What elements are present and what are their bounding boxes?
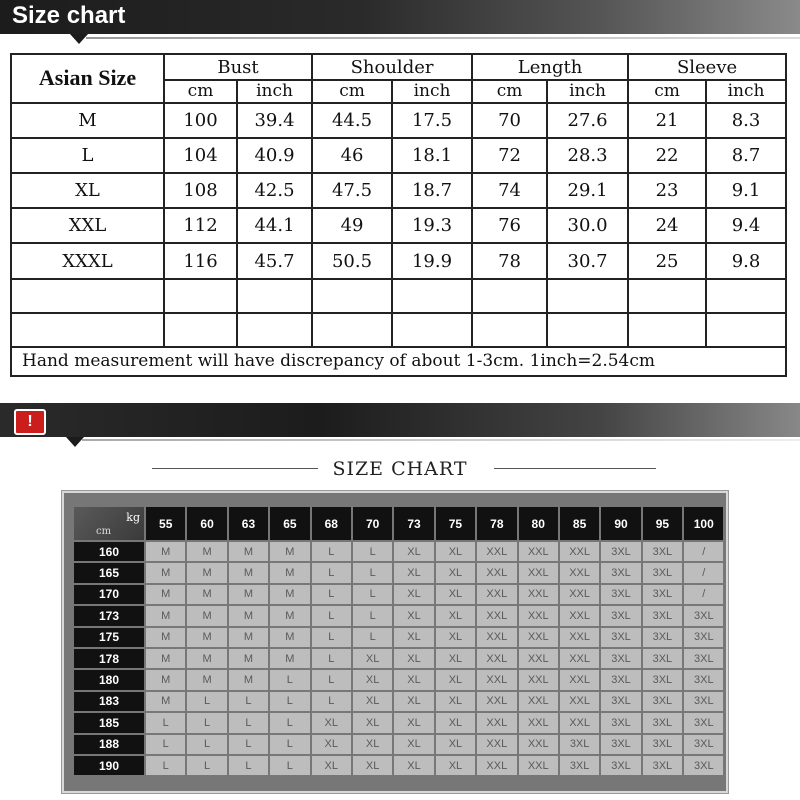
size-cell: L (187, 692, 226, 711)
size-cell: 3XL (643, 735, 682, 754)
measurement-cell: 29.1 (547, 173, 628, 207)
unit-header: cm (472, 80, 547, 102)
measurement-cell (237, 313, 312, 346)
measurement-cell: 19.9 (392, 243, 472, 278)
group-header-length: Length (472, 54, 628, 80)
size-cell: XXL (560, 628, 599, 647)
size-cell: 3XL (601, 649, 640, 668)
size-cell: L (353, 606, 392, 625)
measurement-cell: 18.1 (392, 138, 472, 173)
size-cell: XL (353, 670, 392, 689)
measurement-cell: 9.4 (706, 208, 786, 243)
height-label-cell: 190 (74, 756, 144, 775)
size-cell: L (229, 735, 268, 754)
height-row (74, 692, 723, 711)
size-cell: M (229, 542, 268, 561)
size-cell: 3XL (643, 563, 682, 582)
size-cell: / (684, 563, 723, 582)
size-cell: M (229, 649, 268, 668)
measurement-cell (472, 279, 547, 313)
weight-header: 70 (353, 507, 392, 540)
height-row (74, 670, 723, 689)
size-cell: XL (436, 585, 475, 604)
size-cell: XXL (477, 649, 516, 668)
size-cell: M (270, 563, 309, 582)
size-cell: XXL (477, 628, 516, 647)
size-cell: XXL (519, 649, 558, 668)
unit-header: inch (706, 80, 786, 102)
measurement-cell: 76 (472, 208, 547, 243)
measurement-cell: 44.1 (237, 208, 312, 243)
measurement-row (11, 279, 786, 313)
size-cell: L (187, 756, 226, 775)
height-label-cell: 170 (74, 585, 144, 604)
measurement-cell: 78 (472, 243, 547, 278)
size-cell: 3XL (684, 713, 723, 732)
measurement-cell: 30.0 (547, 208, 628, 243)
weight-header: 65 (270, 507, 309, 540)
size-cell: L (312, 670, 351, 689)
size-label-cell (11, 313, 164, 346)
measurement-cell: 9.8 (706, 243, 786, 278)
measurement-cell: 70 (472, 103, 547, 138)
size-cell: L (353, 563, 392, 582)
size-cell: L (312, 606, 351, 625)
size-cell: XL (436, 692, 475, 711)
size-cell: M (229, 585, 268, 604)
size-cell: XXL (519, 563, 558, 582)
height-label-cell: 183 (74, 692, 144, 711)
size-cell: M (270, 585, 309, 604)
measurement-cell (706, 313, 786, 346)
asian-size-header: Asian Size (11, 54, 164, 103)
measurement-cell: 9.1 (706, 173, 786, 207)
height-label-cell: 178 (74, 649, 144, 668)
size-cell: XXL (519, 713, 558, 732)
size-cell: 3XL (560, 735, 599, 754)
size-cell: L (229, 713, 268, 732)
size-cell: XXL (560, 692, 599, 711)
size-cell: M (146, 649, 185, 668)
size-cell: M (146, 585, 185, 604)
size-cell: XL (394, 606, 433, 625)
measurement-cell: 8.3 (706, 103, 786, 138)
size-cell: 3XL (601, 670, 640, 689)
size-cell: M (146, 670, 185, 689)
size-cell: L (146, 735, 185, 754)
size-chart-banner (0, 0, 800, 34)
size-cell: XL (436, 649, 475, 668)
measurement-cell: 25 (628, 243, 706, 278)
measurement-cell: 40.9 (237, 138, 312, 173)
size-cell: XL (394, 628, 433, 647)
measurement-cell (547, 313, 628, 346)
size-cell: XL (436, 563, 475, 582)
size-cell: M (187, 542, 226, 561)
measurement-cell: 24 (628, 208, 706, 243)
size-cell: 3XL (601, 735, 640, 754)
measurement-cell: 21 (628, 103, 706, 138)
size-cell: M (146, 628, 185, 647)
weight-header: 73 (394, 507, 433, 540)
banner-notch (70, 34, 88, 44)
size-cell: XL (394, 756, 433, 775)
size-cell: XXL (477, 585, 516, 604)
size-cell: L (146, 713, 185, 732)
measurement-cell: 18.7 (392, 173, 472, 207)
size-cell: 3XL (601, 713, 640, 732)
size-cell: / (684, 585, 723, 604)
size-cell: M (187, 670, 226, 689)
measurement-cell (312, 279, 392, 313)
size-cell: XXL (519, 628, 558, 647)
measurement-cell: 46 (312, 138, 392, 173)
size-cell: XXL (560, 585, 599, 604)
size-cell: XL (436, 606, 475, 625)
warning-icon: ! (14, 409, 46, 435)
measurement-cell: 30.7 (547, 243, 628, 278)
weight-header: 75 (436, 507, 475, 540)
size-cell: L (312, 628, 351, 647)
size-cell: XXL (519, 756, 558, 775)
size-cell: 3XL (643, 542, 682, 561)
size-cell: 3XL (643, 585, 682, 604)
measurement-cell: 8.7 (706, 138, 786, 173)
size-cell: M (146, 563, 185, 582)
size-cell: XXL (477, 735, 516, 754)
size-cell: M (146, 606, 185, 625)
measurement-cell (164, 313, 237, 346)
unit-header: cm (312, 80, 392, 102)
corner-header (74, 507, 144, 540)
size-cell: XXL (519, 606, 558, 625)
size-cell: XXL (519, 670, 558, 689)
weight-header: 100 (684, 507, 723, 540)
size-cell: 3XL (643, 606, 682, 625)
size-cell: L (312, 692, 351, 711)
measurement-cell: 100 (164, 103, 237, 138)
measurement-cell: 112 (164, 208, 237, 243)
size-cell: L (187, 713, 226, 732)
size-cell: M (270, 649, 309, 668)
size-cell: M (270, 606, 309, 625)
size-cell: L (229, 756, 268, 775)
size-cell: XXL (560, 670, 599, 689)
size-cell: M (187, 606, 226, 625)
height-axis-label: cm (96, 526, 112, 537)
size-cell: 3XL (601, 542, 640, 561)
weight-header: 85 (560, 507, 599, 540)
size-cell: XXL (560, 606, 599, 625)
height-row (74, 735, 723, 754)
height-label-cell: 188 (74, 735, 144, 754)
size-cell: XXL (560, 649, 599, 668)
measurement-cell: 19.3 (392, 208, 472, 243)
measurement-cell (628, 279, 706, 313)
size-cell: XL (394, 713, 433, 732)
height-row (74, 713, 723, 732)
measurement-cell: 17.5 (392, 103, 472, 138)
size-cell: L (353, 585, 392, 604)
weight-axis-label: kg (126, 511, 140, 524)
size-cell: XXL (477, 692, 516, 711)
banner-divider (82, 439, 800, 441)
size-cell: L (312, 649, 351, 668)
group-header-bust: Bust (164, 54, 312, 80)
size-cell: L (270, 670, 309, 689)
measurement-cell: 72 (472, 138, 547, 173)
unit-header: cm (164, 80, 237, 102)
size-cell: M (270, 628, 309, 647)
size-cell: 3XL (601, 585, 640, 604)
measurement-cell: 39.4 (237, 103, 312, 138)
size-cell: 3XL (643, 670, 682, 689)
size-cell: / (684, 542, 723, 561)
size-cell: 3XL (601, 628, 640, 647)
size-label-cell: XXL (11, 208, 164, 243)
size-cell: XXL (519, 692, 558, 711)
size-cell: XL (394, 585, 433, 604)
measurement-cell: 28.3 (547, 138, 628, 173)
size-cell: XL (436, 670, 475, 689)
height-weight-table (72, 505, 725, 777)
measurement-cell (392, 279, 472, 313)
measurement-row (11, 243, 786, 278)
size-cell: L (146, 756, 185, 775)
size-cell: 3XL (643, 756, 682, 775)
measurement-cell (628, 313, 706, 346)
height-label-cell: 173 (74, 606, 144, 625)
height-weight-chart (62, 491, 728, 793)
size-cell: 3XL (684, 692, 723, 711)
measurement-note: Hand measurement will have discrepancy of about 1-3cm. 1inch=2.54cm (11, 347, 786, 376)
size-cell: M (146, 692, 185, 711)
size-cell: XL (436, 756, 475, 775)
size-cell: M (146, 542, 185, 561)
size-cell: XL (394, 542, 433, 561)
size-cell: XL (394, 649, 433, 668)
size-cell: XXL (519, 585, 558, 604)
height-label-cell: 160 (74, 542, 144, 561)
height-row (74, 606, 723, 625)
group-header-shoulder: Shoulder (312, 54, 472, 80)
measurement-cell: 108 (164, 173, 237, 207)
size-cell: M (187, 563, 226, 582)
size-cell: M (270, 542, 309, 561)
measurement-cell: 74 (472, 173, 547, 207)
measurement-cell: 116 (164, 243, 237, 278)
size-cell: L (270, 756, 309, 775)
size-label-cell (11, 279, 164, 313)
unit-header: inch (392, 80, 472, 102)
size-cell: M (229, 563, 268, 582)
size-cell: XXL (560, 563, 599, 582)
size-cell: M (187, 649, 226, 668)
measurement-cell (312, 313, 392, 346)
size-cell: L (312, 563, 351, 582)
size-cell: XL (436, 628, 475, 647)
size-cell: XL (353, 713, 392, 732)
unit-header: inch (547, 80, 628, 102)
measurement-row (11, 103, 786, 138)
size-cell: XXL (560, 713, 599, 732)
measurement-cell: 50.5 (312, 243, 392, 278)
size-cell: XL (394, 670, 433, 689)
size-cell: L (353, 628, 392, 647)
banner-title: Size chart (12, 2, 126, 29)
size-cell: 3XL (684, 628, 723, 647)
size-cell: 3XL (601, 756, 640, 775)
size-cell: L (312, 542, 351, 561)
size-cell: 3XL (643, 713, 682, 732)
size-cell: 3XL (601, 692, 640, 711)
height-row (74, 756, 723, 775)
size-cell: XL (394, 692, 433, 711)
banner-divider (86, 37, 800, 39)
size-cell: XL (312, 756, 351, 775)
measurement-cell (392, 313, 472, 346)
size-cell: L (270, 713, 309, 732)
size-cell: XL (312, 713, 351, 732)
size-cell: L (312, 585, 351, 604)
size-label-cell: XXXL (11, 243, 164, 278)
size-cell: XXL (477, 756, 516, 775)
size-cell: 3XL (643, 628, 682, 647)
size-cell: XL (353, 735, 392, 754)
size-cell: XL (353, 692, 392, 711)
size-cell: 3XL (684, 735, 723, 754)
measurement-cell: 47.5 (312, 173, 392, 207)
size-cell: 3XL (684, 649, 723, 668)
size-cell: XXL (519, 542, 558, 561)
weight-header: 78 (477, 507, 516, 540)
height-row (74, 563, 723, 582)
size-cell: L (270, 692, 309, 711)
size-cell: XL (353, 649, 392, 668)
measurement-cell (547, 279, 628, 313)
size-cell: L (270, 735, 309, 754)
measurement-cell (164, 279, 237, 313)
measurement-cell: 42.5 (237, 173, 312, 207)
weight-header: 68 (312, 507, 351, 540)
size-cell: 3XL (643, 692, 682, 711)
size-cell: 3XL (684, 756, 723, 775)
size-cell: XL (436, 713, 475, 732)
heading-rule-right (494, 468, 656, 469)
size-cell: L (353, 542, 392, 561)
size-chart-heading: SIZE CHART (332, 458, 468, 480)
measurement-table (10, 53, 787, 377)
measurement-cell (472, 313, 547, 346)
size-cell: 3XL (601, 563, 640, 582)
height-row (74, 585, 723, 604)
size-cell: XXL (477, 713, 516, 732)
size-cell: 3XL (684, 670, 723, 689)
size-label-cell: XL (11, 173, 164, 207)
height-label-cell: 175 (74, 628, 144, 647)
measurement-row (11, 173, 786, 207)
size-cell: XL (436, 735, 475, 754)
size-cell: XL (353, 756, 392, 775)
measurement-cell: 23 (628, 173, 706, 207)
size-cell: M (187, 585, 226, 604)
size-cell: M (229, 628, 268, 647)
weight-header: 60 (187, 507, 226, 540)
measurement-cell: 49 (312, 208, 392, 243)
weight-header: 55 (146, 507, 185, 540)
weight-header: 95 (643, 507, 682, 540)
weight-header: 63 (229, 507, 268, 540)
measurement-cell (237, 279, 312, 313)
measurement-cell: 44.5 (312, 103, 392, 138)
size-cell: M (187, 628, 226, 647)
size-label-cell: L (11, 138, 164, 173)
size-cell: XXL (477, 563, 516, 582)
measurement-row (11, 208, 786, 243)
height-row (74, 628, 723, 647)
size-cell: XXL (477, 542, 516, 561)
measurement-cell: 45.7 (237, 243, 312, 278)
measurement-cell: 22 (628, 138, 706, 173)
measurement-row (11, 138, 786, 173)
size-cell: 3XL (643, 649, 682, 668)
size-cell: XL (394, 563, 433, 582)
group-header-sleeve: Sleeve (628, 54, 786, 80)
size-cell: L (229, 692, 268, 711)
unit-header: cm (628, 80, 706, 102)
size-cell: M (229, 606, 268, 625)
size-cell: 3XL (560, 756, 599, 775)
measurement-cell: 27.6 (547, 103, 628, 138)
height-row (74, 649, 723, 668)
height-label-cell: 185 (74, 713, 144, 732)
size-label-cell: M (11, 103, 164, 138)
size-cell: XL (436, 542, 475, 561)
height-row (74, 542, 723, 561)
size-cell: M (229, 670, 268, 689)
size-cell: L (187, 735, 226, 754)
size-cell: XL (394, 735, 433, 754)
measurement-cell (706, 279, 786, 313)
weight-header: 80 (519, 507, 558, 540)
size-cell: XXL (477, 606, 516, 625)
height-label-cell: 180 (74, 670, 144, 689)
measurement-cell: 104 (164, 138, 237, 173)
measurement-row (11, 313, 786, 346)
size-cell: XXL (519, 735, 558, 754)
size-cell: XXL (560, 542, 599, 561)
unit-header: inch (237, 80, 312, 102)
size-cell: XL (312, 735, 351, 754)
size-cell: 3XL (684, 606, 723, 625)
weight-header: 90 (601, 507, 640, 540)
warning-banner (0, 403, 800, 437)
height-label-cell: 165 (74, 563, 144, 582)
size-cell: 3XL (601, 606, 640, 625)
size-cell: XXL (477, 670, 516, 689)
